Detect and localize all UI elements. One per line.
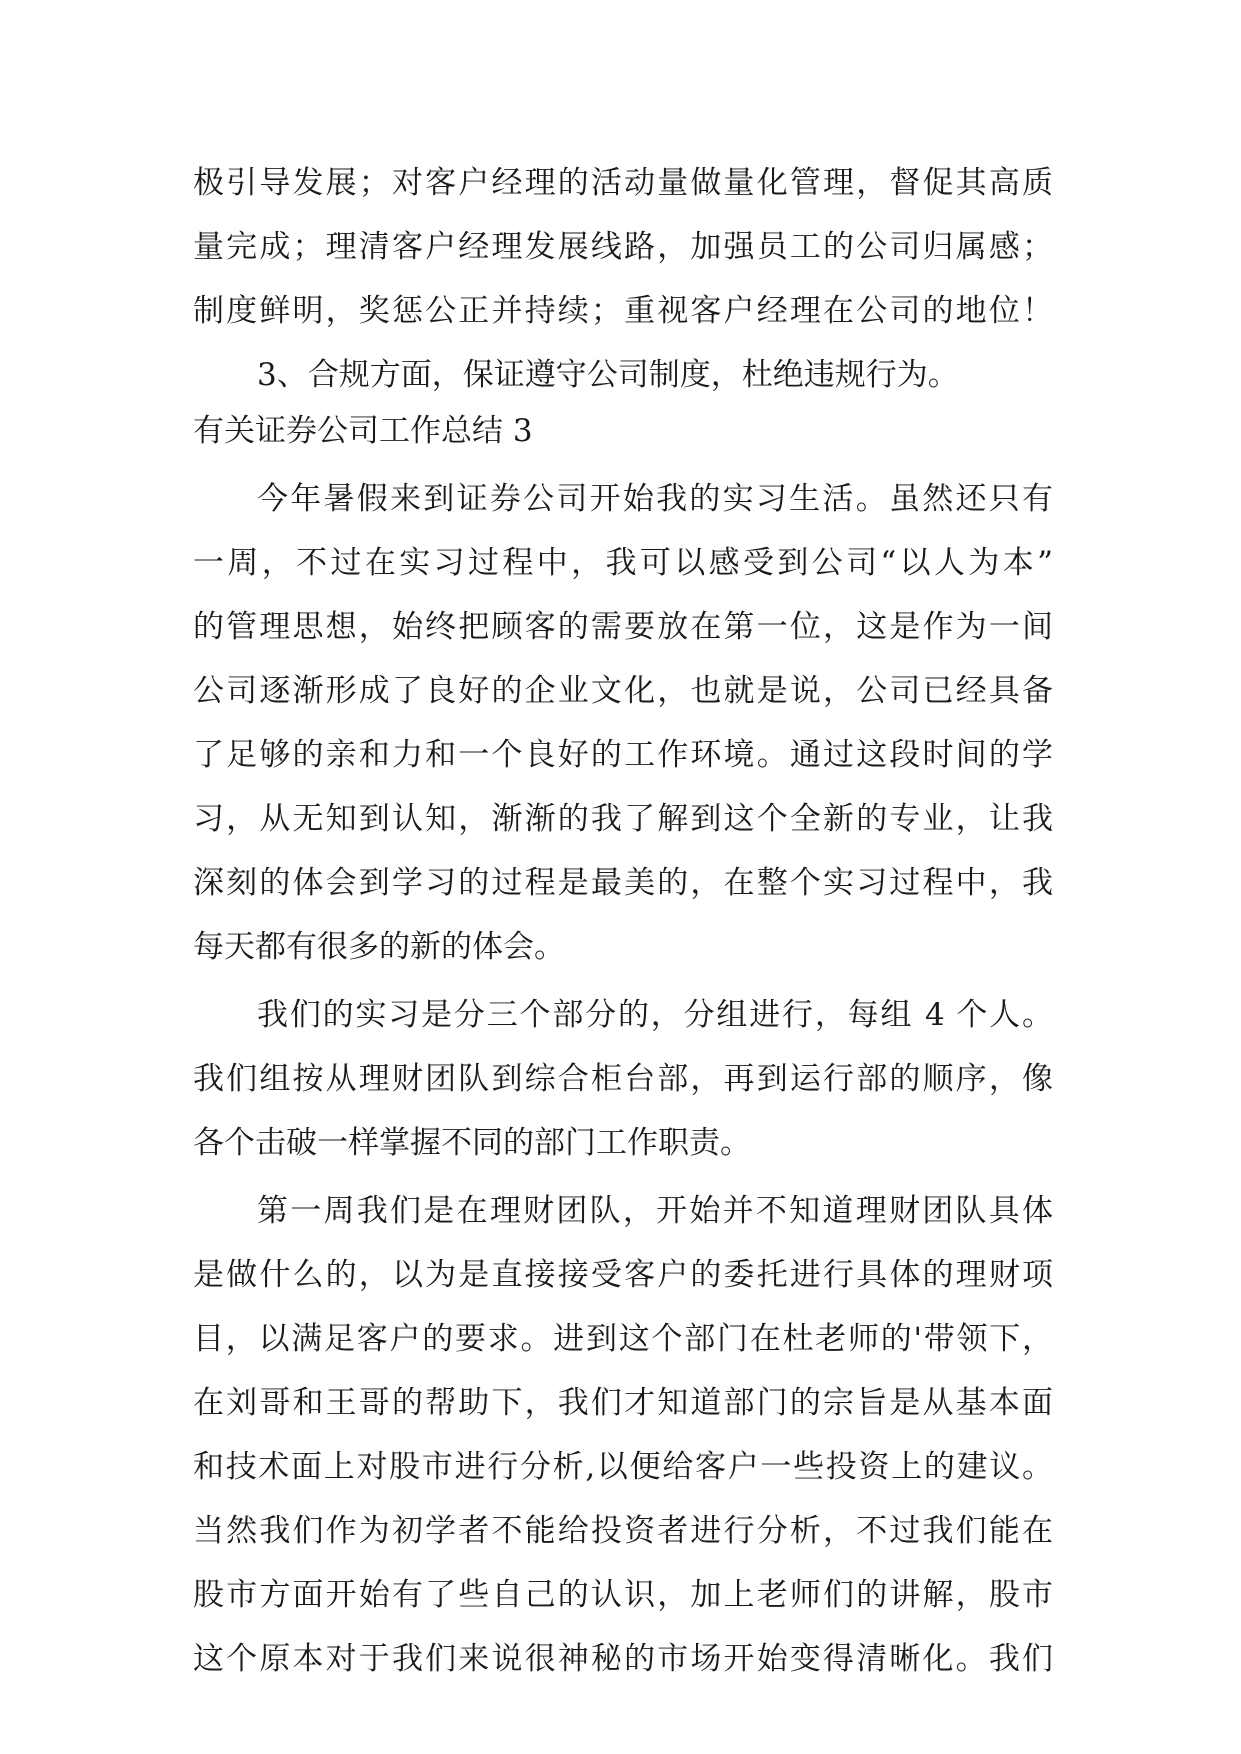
text-line: 今年暑假来到证券公司开始我的实习生活。虽然还只有 [257, 481, 1053, 517]
text-line: 我们的实习是分三个部分的，分组进行，每组 4 个人。 [257, 997, 1053, 1033]
text-line: 习，从无知到认知，渐渐的我了解到这个全新的专业，让我 [193, 801, 1053, 837]
text-line: 目，以满足客户的要求。进到这个部门在杜老师的'带领下， [193, 1321, 1053, 1357]
paragraph-internship-intro [193, 467, 1053, 979]
text-line: 在刘哥和王哥的帮助下，我们才知道部门的宗旨是从基本面 [193, 1385, 1053, 1421]
section-heading [193, 399, 1053, 463]
text-line: 了足够的亲和力和一个良好的工作环境。通过这段时间的学 [193, 737, 1053, 773]
text-line: 的管理思想，始终把顾客的需要放在第一位，这是作为一间 [193, 609, 1053, 645]
text-line: 第一周我们是在理财团队，开始并不知道理财团队具体 [257, 1193, 1053, 1229]
text-line: 极引导发展；对客户经理的活动量做量化管理，督促其高质 [193, 165, 1053, 201]
text-line: 各个击破一样掌握不同的部门工作职责。 [193, 1125, 751, 1161]
paragraph-internship-groups [193, 983, 1053, 1175]
text-line: 3、合规方面，保证遵守公司制度，杜绝违规行为。 [257, 357, 959, 393]
text-line: 和技术面上对股市进行分析,以便给客户一些投资上的建议。 [193, 1449, 1053, 1485]
heading-text: 有关证券公司工作总结 3 [193, 413, 533, 449]
paragraph-continuation [193, 151, 1053, 343]
text-line: 公司逐渐形成了良好的企业文化，也就是说，公司已经具备 [193, 673, 1053, 709]
text-line: 是做什么的，以为是直接接受客户的委托进行具体的理财项 [193, 1257, 1053, 1293]
paragraph-compliance [193, 343, 1053, 407]
text-line: 股市方面开始有了些自己的认识，加上老师们的讲解，股市 [193, 1577, 1053, 1613]
document-page [193, 151, 1053, 1691]
text-line: 每天都有很多的新的体会。 [193, 929, 565, 965]
paragraph-first-week [193, 1179, 1053, 1691]
text-line: 深刻的体会到学习的过程是最美的，在整个实习过程中，我 [193, 865, 1053, 901]
text-line: 量完成；理清客户经理发展线路，加强员工的公司归属感； [193, 229, 1053, 265]
text-line: 当然我们作为初学者不能给投资者进行分析，不过我们能在 [193, 1513, 1053, 1549]
text-line: 一周，不过在实习过程中，我可以感受到公司“以人为本” [193, 545, 1053, 581]
text-line: 制度鲜明，奖惩公正并持续；重视客户经理在公司的地位！ [193, 293, 1053, 329]
text-line: 我们组按从理财团队到综合柜台部，再到运行部的顺序，像 [193, 1061, 1053, 1097]
text-line: 这个原本对于我们来说很神秘的市场开始变得清晰化。我们 [193, 1641, 1053, 1677]
